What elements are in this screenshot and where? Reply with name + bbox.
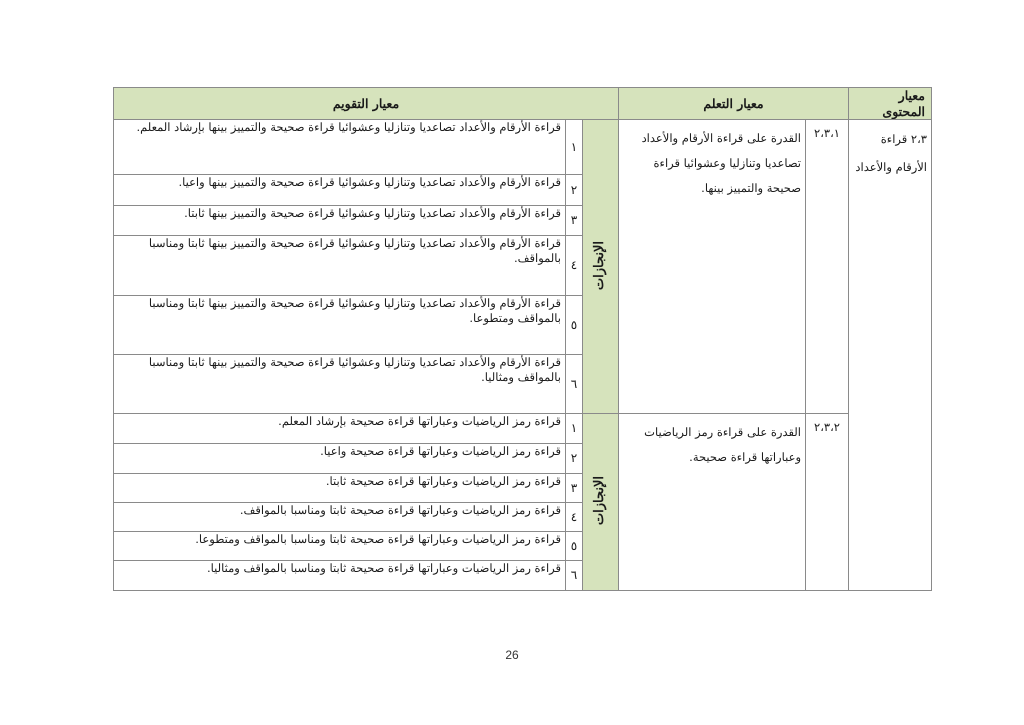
content-title: قراءة الأرقام والأعداد [855, 132, 927, 174]
header-evaluation-standard: معيار التقويم [114, 88, 619, 120]
learning-text: القدرة على قراءة رمز الرياضيات وعباراتها قراءة صحيحة. [619, 414, 806, 591]
learning-code: ٢،٣،١ [806, 120, 849, 414]
row-text: قراءة رمز الرياضيات وعباراتها قراءة صحيحة ثابتا. [114, 474, 566, 503]
row-text: قراءة رمز الرياضيات وعباراتها قراءة صحيحة بإرشاد المعلم. [114, 414, 566, 444]
row-number: ٦ [566, 561, 583, 591]
standards-document [113, 87, 931, 596]
header-row [114, 88, 932, 120]
row-text: قراءة الأرقام والأعداد تصاعديا وتنازليا وعشوائيا قراءة صحيحة والتمييز بينها ثابتا. [114, 206, 566, 236]
table-row [114, 414, 932, 444]
table-row [114, 120, 932, 175]
row-text: قراءة رمز الرياضيات وعباراتها قراءة صحيحة ثابتا ومناسبا بالمواقف. [114, 503, 566, 532]
row-number: ٤ [566, 236, 583, 296]
page-number: 26 [505, 648, 519, 662]
row-text: قراءة الأرقام والأعداد تصاعديا وتنازليا وعشوائيا قراءة صحيحة والتمييز بينها ثابتا ومناسبا بالمواقف ومتطوعا. [114, 296, 566, 355]
row-text: قراءة الأرقام والأعداد تصاعديا وتنازليا وعشوائيا قراءة صحيحة والتمييز بينها ثابتا ومناسبا بالمواقف ومثاليا. [114, 355, 566, 414]
row-text: قراءة رمز الرياضيات وعباراتها قراءة صحيحة ثابتا ومناسبا بالمواقف ومتطوعا. [114, 532, 566, 561]
row-number: ١ [566, 120, 583, 175]
header-content-standard: معيار المحتوى [849, 88, 932, 120]
category-cell [583, 120, 619, 414]
content-standard-cell [849, 120, 932, 591]
row-text: قراءة رمز الرياضيات وعباراتها قراءة صحيحة ثابتا ومناسبا بالمواقف ومثاليا. [114, 561, 566, 591]
category-cell [583, 414, 619, 591]
row-number: ٢ [566, 444, 583, 474]
row-number: ٣ [566, 206, 583, 236]
category-label: الإنجازات [592, 476, 608, 526]
row-number: ١ [566, 414, 583, 444]
row-number: ٥ [566, 296, 583, 355]
row-number: ٥ [566, 532, 583, 561]
row-text: قراءة رمز الرياضيات وعباراتها قراءة صحيحة واعيا. [114, 444, 566, 474]
learning-text: القدرة على قراءة الأرقام والأعداد تصاعديا وتنازليا وعشوائيا قراءة صحيحة والتمييز بينها. [619, 120, 806, 414]
header-learning-standard: معيار التعلم [619, 88, 849, 120]
row-text: قراءة الأرقام والأعداد تصاعديا وتنازليا وعشوائيا قراءة صحيحة والتمييز بينها ثابتا ومناسبا بالمواقف. [114, 236, 566, 296]
row-number: ٢ [566, 175, 583, 206]
learning-code: ٢،٣،٢ [806, 414, 849, 591]
row-number: ٤ [566, 503, 583, 532]
row-text: قراءة الأرقام والأعداد تصاعديا وتنازليا وعشوائيا قراءة صحيحة والتمييز بينها واعيا. [114, 175, 566, 206]
row-number: ٣ [566, 474, 583, 503]
row-number: ٦ [566, 355, 583, 414]
row-text: قراءة الأرقام والأعداد تصاعديا وتنازليا وعشوائيا قراءة صحيحة والتمييز بينها بإرشاد المعلم. [114, 120, 566, 175]
standards-table [113, 87, 932, 591]
category-label: الإنجازات [592, 240, 608, 290]
content-code: ٢،٣ [910, 132, 927, 147]
